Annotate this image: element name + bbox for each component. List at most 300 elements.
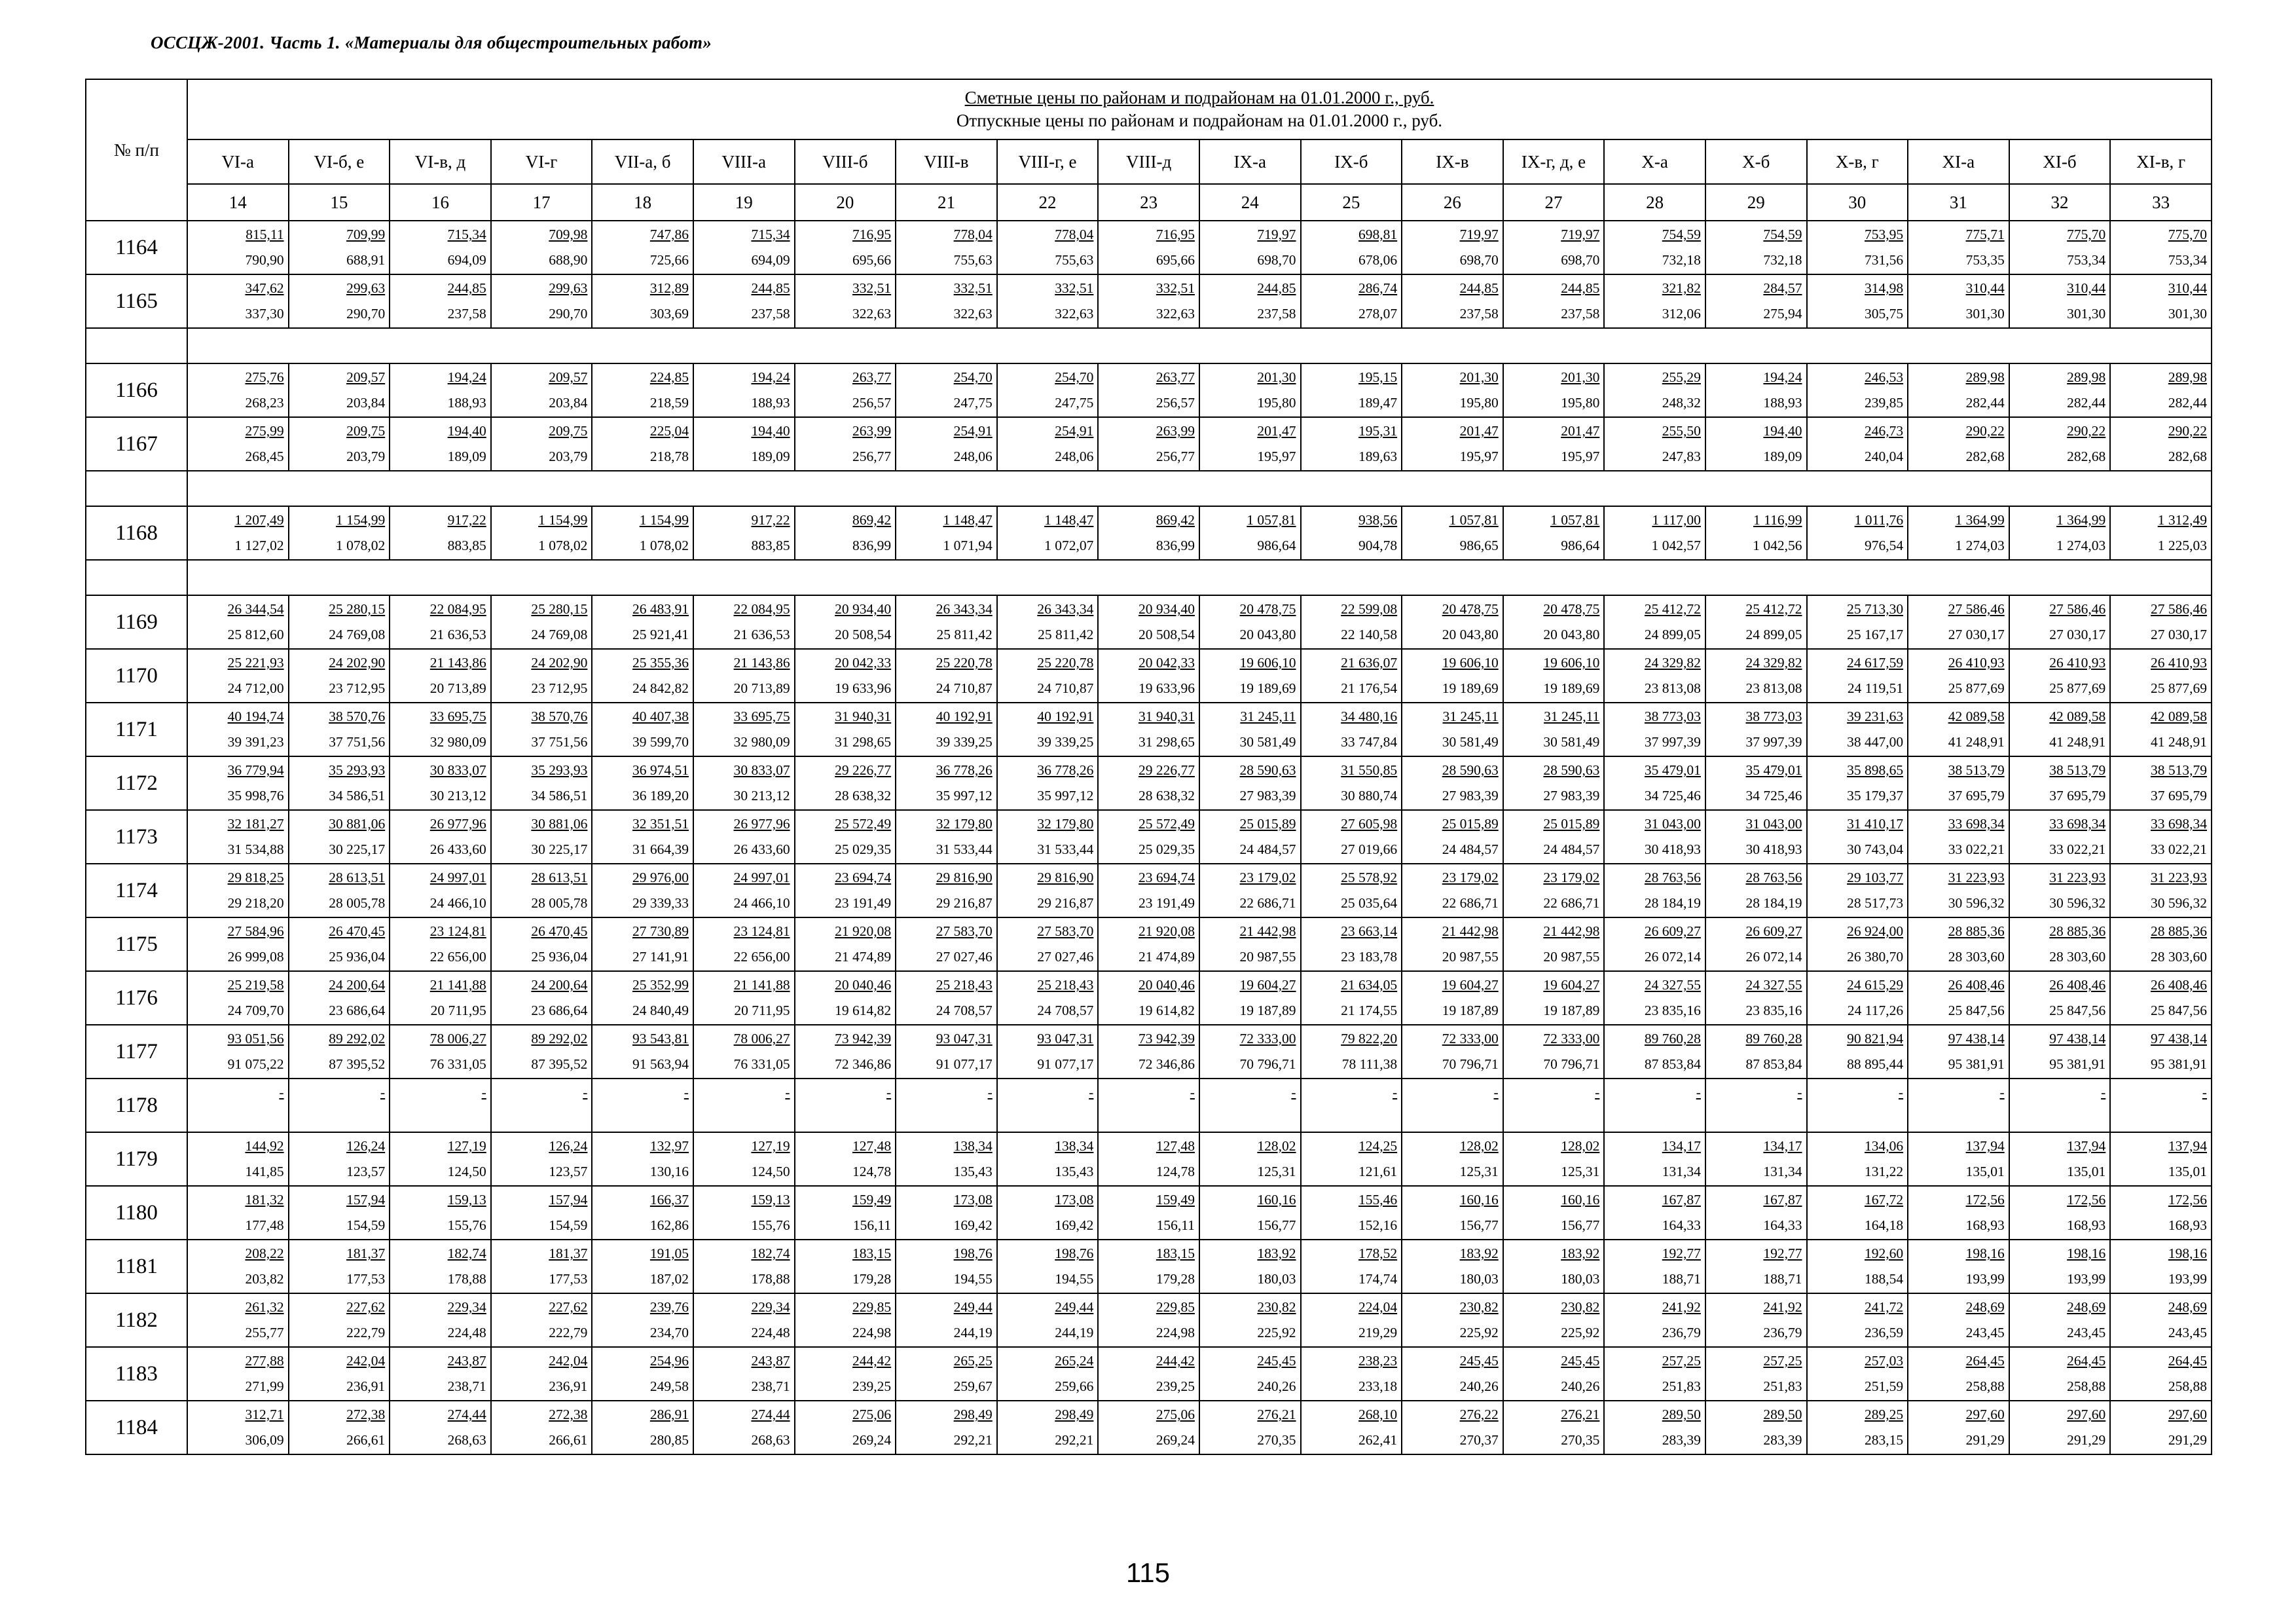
release-price: 35 997,12 <box>1037 788 1094 803</box>
price-cell <box>1908 917 2009 971</box>
release-price <box>896 1104 996 1132</box>
price-cell <box>1908 1132 2009 1186</box>
estimated-price: 242,04 <box>346 1353 386 1369</box>
estimated-price: 29 976,00 <box>632 870 689 885</box>
release-price: 135,01 <box>2168 1164 2207 1179</box>
price-cell <box>693 1347 795 1401</box>
estimated-price: 244,85 <box>447 280 486 296</box>
release-price: 39 391,23 <box>227 734 284 750</box>
release-price: 178,88 <box>447 1271 486 1287</box>
price-cell <box>1503 1025 1605 1079</box>
release-price: 282,68 <box>2067 449 2106 464</box>
price-cell <box>2110 1079 2212 1132</box>
estimated-price: 230,82 <box>1459 1299 1499 1315</box>
release-price: 155,76 <box>447 1217 486 1233</box>
release-price: 237,58 <box>447 306 486 322</box>
release-price: 732,18 <box>1662 252 1701 268</box>
release-price: 27 983,39 <box>1543 788 1600 803</box>
price-cell <box>289 221 390 274</box>
price-cell <box>1908 756 2009 810</box>
release-price: 258,88 <box>2067 1378 2106 1394</box>
price-cell <box>1908 1293 2009 1347</box>
release-price: 195,97 <box>1257 449 1296 464</box>
release-price: 203,79 <box>346 449 386 464</box>
price-cell <box>2009 274 2111 328</box>
estimated-price: 276,22 <box>1459 1407 1499 1422</box>
price-cell <box>289 506 390 560</box>
estimated-price: 290,22 <box>1965 423 2005 439</box>
release-price: 20 987,55 <box>1239 949 1296 965</box>
price-cell <box>997 417 1099 471</box>
estimated-price: 209,75 <box>346 423 386 439</box>
estimated-price: 38 513,79 <box>2049 762 2106 778</box>
price-cell <box>1705 1186 1807 1240</box>
estimated-price: 869,42 <box>852 512 892 528</box>
release-price: 268,63 <box>447 1432 486 1448</box>
district-header: XI-б <box>2009 139 2111 184</box>
price-cell <box>2009 363 2111 417</box>
estimated-price: 29 816,90 <box>936 870 993 885</box>
estimated-price: 26 410,93 <box>2150 655 2207 671</box>
column-number: 27 <box>1503 184 1605 221</box>
estimated-price: 192,77 <box>1662 1246 1701 1261</box>
release-price: 256,77 <box>852 449 892 464</box>
estimated-price: 198,16 <box>2067 1246 2106 1261</box>
estimated-price: 24 997,01 <box>429 870 486 885</box>
estimated-price: 26 609,27 <box>1745 923 1802 939</box>
estimated-price: 20 042,33 <box>1138 655 1195 671</box>
release-price <box>694 1104 794 1132</box>
price-cell <box>1604 595 1705 649</box>
price-cell <box>1301 703 1402 756</box>
release-price: 731,56 <box>1864 252 1904 268</box>
estimated-price: 775,70 <box>2067 227 2106 242</box>
release-price: 25 936,04 <box>531 949 588 965</box>
price-cell <box>1098 417 1199 471</box>
estimated-price: 244,85 <box>1257 280 1296 296</box>
release-price: 282,68 <box>1965 449 2005 464</box>
release-price: 27 019,66 <box>1341 841 1398 857</box>
price-cell <box>187 1293 289 1347</box>
price-cell <box>592 595 693 649</box>
release-price: 282,68 <box>2168 449 2207 464</box>
release-price: 135,01 <box>1965 1164 2005 1179</box>
estimated-price: 160,16 <box>1459 1192 1499 1208</box>
caption-estimated-prices: Сметные цены по районам и подрайонам на 01.01.2000 г., руб. <box>964 88 1434 107</box>
estimated-price: 276,21 <box>1257 1407 1296 1422</box>
estimated-price: 246,73 <box>1864 423 1904 439</box>
price-cell <box>592 1132 693 1186</box>
estimated-price: 264,45 <box>1965 1353 2005 1369</box>
price-cell <box>1705 971 1807 1025</box>
price-cell <box>1199 1186 1301 1240</box>
price-cell <box>1604 221 1705 274</box>
release-price: 243,45 <box>2168 1325 2207 1340</box>
estimated-price: 172,56 <box>2168 1192 2207 1208</box>
release-price: 20 713,89 <box>733 680 790 696</box>
release-price: 239,25 <box>1156 1378 1195 1394</box>
price-cell <box>1807 1025 1908 1079</box>
release-price: 20 987,55 <box>1442 949 1499 965</box>
estimated-price: - <box>683 1084 689 1100</box>
estimated-price: 31 043,00 <box>1745 816 1802 832</box>
release-price: 233,18 <box>1358 1378 1398 1394</box>
estimated-price: 24 327,55 <box>1745 977 1802 993</box>
estimated-price: 254,91 <box>1055 423 1094 439</box>
estimated-price: 284,57 <box>1763 280 1802 296</box>
release-price: 164,33 <box>1763 1217 1802 1233</box>
estimated-price: 201,47 <box>1257 423 1296 439</box>
estimated-price: 160,16 <box>1257 1192 1296 1208</box>
release-price: 268,63 <box>751 1432 790 1448</box>
estimated-price: 35 479,01 <box>1745 762 1802 778</box>
estimated-price: 127,48 <box>852 1138 892 1154</box>
table-row <box>86 810 2212 864</box>
price-cell <box>1503 1401 1605 1454</box>
price-cell <box>187 971 289 1025</box>
estimated-price: 191,05 <box>649 1246 689 1261</box>
release-price: 95 381,91 <box>1948 1056 2005 1072</box>
estimated-price: 132,97 <box>649 1138 689 1154</box>
release-price: 125,31 <box>1257 1164 1296 1179</box>
release-price: 234,70 <box>649 1325 689 1340</box>
price-cell <box>997 756 1099 810</box>
release-price: 678,06 <box>1358 252 1398 268</box>
release-price: 25 847,56 <box>2150 1003 2207 1018</box>
price-cell <box>187 703 289 756</box>
estimated-price: 33 698,34 <box>2150 816 2207 832</box>
release-price: 247,75 <box>953 395 993 411</box>
release-price: 70 796,71 <box>1442 1056 1499 1072</box>
release-price <box>1402 1104 1503 1132</box>
release-price: 237,58 <box>1459 306 1499 322</box>
release-price: 237,58 <box>1561 306 1600 322</box>
estimated-price: 241,72 <box>1864 1299 1904 1315</box>
release-price: 1 072,07 <box>1044 538 1094 553</box>
estimated-price: 128,02 <box>1561 1138 1600 1154</box>
release-price: 195,97 <box>1561 449 1600 464</box>
estimated-price: 297,60 <box>2168 1407 2207 1422</box>
release-price: 24 840,49 <box>632 1003 689 1018</box>
estimated-price: 144,92 <box>245 1138 284 1154</box>
price-cell <box>1908 649 2009 703</box>
estimated-price: 40 192,91 <box>936 709 993 724</box>
estimated-price: 72 333,00 <box>1543 1031 1600 1046</box>
price-cell <box>1098 1347 1199 1401</box>
price-cell <box>795 417 896 471</box>
estimated-price: 27 586,46 <box>1948 601 2005 617</box>
estimated-price: - <box>1797 1084 1802 1100</box>
estimated-price: 93 543,81 <box>632 1031 689 1046</box>
price-cell <box>491 1079 592 1132</box>
price-cell <box>1705 864 1807 917</box>
estimated-price: 138,34 <box>1055 1138 1094 1154</box>
release-price: 121,61 <box>1358 1164 1398 1179</box>
column-number: 32 <box>2009 184 2111 221</box>
release-price: 23 813,08 <box>1745 680 1802 696</box>
price-cell <box>592 1240 693 1293</box>
release-price: 21 636,53 <box>429 627 486 642</box>
release-price: 178,88 <box>751 1271 790 1287</box>
release-price: 251,59 <box>1864 1378 1904 1394</box>
row-number: 1169 <box>86 595 187 649</box>
estimated-price: 26 470,45 <box>531 923 588 939</box>
estimated-price: 38 570,76 <box>531 709 588 724</box>
estimated-price: 93 047,31 <box>1037 1031 1094 1046</box>
price-cell <box>2110 649 2212 703</box>
price-cell <box>693 810 795 864</box>
price-cell <box>997 1025 1099 1079</box>
release-price: 725,66 <box>649 252 689 268</box>
estimated-price: 275,99 <box>245 423 284 439</box>
price-cell <box>592 363 693 417</box>
price-cell <box>187 1025 289 1079</box>
estimated-price: 24 327,55 <box>1644 977 1701 993</box>
price-cell <box>592 506 693 560</box>
estimated-price: 25 219,58 <box>227 977 284 993</box>
release-price: 177,53 <box>549 1271 588 1287</box>
price-cell <box>592 274 693 328</box>
estimated-price: 26 408,46 <box>2049 977 2106 993</box>
estimated-price: 719,97 <box>1561 227 1600 242</box>
table-row <box>86 1132 2212 1186</box>
estimated-price: 124,25 <box>1358 1138 1398 1154</box>
price-cell <box>2110 756 2212 810</box>
estimated-price: 25 352,99 <box>632 977 689 993</box>
release-price: 19 187,89 <box>1543 1003 1600 1018</box>
price-cell <box>1503 221 1605 274</box>
estimated-price: 22 084,95 <box>429 601 486 617</box>
price-cell <box>896 864 997 917</box>
release-price: 30 418,93 <box>1644 841 1701 857</box>
release-price: 20 508,54 <box>835 627 892 642</box>
release-price: 203,84 <box>549 395 588 411</box>
price-cell <box>693 864 795 917</box>
estimated-price: 917,22 <box>447 512 486 528</box>
price-cell <box>1503 864 1605 917</box>
price-cell <box>390 1132 491 1186</box>
price-cell <box>1908 1240 2009 1293</box>
estimated-price: - <box>2202 1084 2207 1100</box>
release-price: 24 709,70 <box>227 1003 284 1018</box>
estimated-price: 312,89 <box>649 280 689 296</box>
column-number: 23 <box>1098 184 1199 221</box>
price-cell <box>592 1186 693 1240</box>
release-price: 986,64 <box>1257 538 1296 553</box>
estimated-price: 28 613,51 <box>531 870 588 885</box>
release-price: 24 842,82 <box>632 680 689 696</box>
row-number: 1184 <box>86 1401 187 1454</box>
release-price <box>592 1104 693 1132</box>
price-cell <box>491 221 592 274</box>
price-cell <box>795 1347 896 1401</box>
price-cell <box>1301 864 1402 917</box>
price-cell <box>1402 1293 1503 1347</box>
separator-cell <box>187 328 2212 363</box>
release-price: 23 712,95 <box>329 680 386 696</box>
release-price: 698,70 <box>1257 252 1296 268</box>
release-price: 156,77 <box>1257 1217 1296 1233</box>
price-cell <box>1199 1347 1301 1401</box>
estimated-price: 29 226,77 <box>1138 762 1195 778</box>
estimated-price: 20 042,33 <box>835 655 892 671</box>
price-cell <box>1604 703 1705 756</box>
release-price: 195,80 <box>1257 395 1296 411</box>
release-price: 251,83 <box>1662 1378 1701 1394</box>
price-cell <box>1402 1132 1503 1186</box>
release-price: 27 030,17 <box>1948 627 2005 642</box>
release-price: 76 331,05 <box>429 1056 486 1072</box>
release-price: 1 042,57 <box>1651 538 1701 553</box>
release-price: 174,74 <box>1358 1271 1398 1287</box>
price-cell <box>187 649 289 703</box>
release-price: 41 248,91 <box>2150 734 2207 750</box>
release-price: 87 853,84 <box>1745 1056 1802 1072</box>
estimated-price: 248,69 <box>2168 1299 2207 1315</box>
separator-cell <box>187 560 2212 595</box>
district-header: XI-а <box>1908 139 2009 184</box>
price-cell <box>693 1079 795 1132</box>
release-price: 248,06 <box>1055 449 1094 464</box>
estimated-price: 32 181,27 <box>227 816 284 832</box>
price-cell <box>1705 1347 1807 1401</box>
separator-row <box>86 560 2212 595</box>
estimated-price: 201,30 <box>1561 369 1600 385</box>
price-cell <box>390 756 491 810</box>
estimated-price: 93 051,56 <box>227 1031 284 1046</box>
estimated-price: 201,47 <box>1459 423 1499 439</box>
estimated-price: 26 410,93 <box>2049 655 2106 671</box>
price-cell <box>2110 971 2212 1025</box>
price-cell <box>896 363 997 417</box>
estimated-price: 754,59 <box>1763 227 1802 242</box>
estimated-price: 20 040,46 <box>1138 977 1195 993</box>
estimated-price: 23 694,74 <box>835 870 892 885</box>
price-cell <box>795 649 896 703</box>
column-number: 30 <box>1807 184 1908 221</box>
price-cell <box>997 917 1099 971</box>
release-price: 1 225,03 <box>2157 538 2207 553</box>
release-price: 258,88 <box>1965 1378 2005 1394</box>
release-price: 322,63 <box>1055 306 1094 322</box>
price-cell <box>693 363 795 417</box>
price-cell <box>1503 649 1605 703</box>
estimated-price: 25 221,93 <box>227 655 284 671</box>
estimated-price: 167,87 <box>1763 1192 1802 1208</box>
estimated-price: 312,71 <box>245 1407 284 1422</box>
price-cell <box>1098 756 1199 810</box>
estimated-price: 126,24 <box>346 1138 386 1154</box>
estimated-price: - <box>1595 1084 1600 1100</box>
column-number: 24 <box>1199 184 1301 221</box>
price-cell <box>1098 1240 1199 1293</box>
estimated-price: 274,44 <box>447 1407 486 1422</box>
estimated-price: 28 590,63 <box>1239 762 1296 778</box>
price-cell <box>2009 1401 2111 1454</box>
estimated-price: 1 117,00 <box>1652 512 1701 528</box>
release-price: 22 686,71 <box>1442 895 1499 911</box>
release-price: 180,03 <box>1459 1271 1499 1287</box>
estimated-price: 249,44 <box>953 1299 993 1315</box>
price-cell <box>1098 917 1199 971</box>
release-price: 262,41 <box>1358 1432 1398 1448</box>
price-cell <box>2009 1025 2111 1079</box>
release-price: 189,63 <box>1358 449 1398 464</box>
release-price: 188,71 <box>1763 1271 1802 1287</box>
release-price: 130,16 <box>649 1164 689 1179</box>
release-price: 156,77 <box>1459 1217 1499 1233</box>
price-cell <box>187 1186 289 1240</box>
estimated-price: - <box>2101 1084 2106 1100</box>
price-cell <box>2110 1293 2212 1347</box>
release-price: 225,92 <box>1561 1325 1600 1340</box>
release-price: 244,19 <box>953 1325 993 1340</box>
release-price: 1 078,02 <box>335 538 386 553</box>
table-row <box>86 703 2212 756</box>
estimated-price: 257,25 <box>1662 1353 1701 1369</box>
price-cell <box>1199 810 1301 864</box>
release-price: 25 877,69 <box>1948 680 2005 696</box>
estimated-price: 289,25 <box>1864 1407 1904 1422</box>
estimated-price: 248,69 <box>1965 1299 2005 1315</box>
release-price: 195,80 <box>1459 395 1499 411</box>
price-cell <box>693 595 795 649</box>
price-cell <box>390 917 491 971</box>
price-cell <box>1705 595 1807 649</box>
column-number: 26 <box>1402 184 1503 221</box>
estimated-price: 20 478,75 <box>1543 601 1600 617</box>
release-price: 164,33 <box>1662 1217 1701 1233</box>
price-cell <box>1301 1293 1402 1347</box>
table-row <box>86 1025 2212 1079</box>
estimated-price: 134,17 <box>1763 1138 1802 1154</box>
estimated-price: 160,16 <box>1561 1192 1600 1208</box>
price-cell <box>1807 1347 1908 1401</box>
release-price: 156,77 <box>1561 1217 1600 1233</box>
price-cell <box>795 917 896 971</box>
estimated-price: 298,49 <box>1055 1407 1094 1422</box>
estimated-price: 25 015,89 <box>1442 816 1499 832</box>
column-number-row <box>86 184 2212 221</box>
document-header-title: ОССЦЖ-2001. Часть 1. «Материалы для общестроительных работ» <box>151 33 712 52</box>
price-cell <box>491 274 592 328</box>
price-cell <box>1199 917 1301 971</box>
price-cell <box>187 363 289 417</box>
price-cell <box>1402 756 1503 810</box>
estimated-price: 229,85 <box>1156 1299 1195 1315</box>
release-price: 904,78 <box>1358 538 1398 553</box>
price-cell <box>289 1186 390 1240</box>
estimated-price: 289,98 <box>2067 369 2106 385</box>
price-cell <box>592 1293 693 1347</box>
estimated-price: 38 570,76 <box>329 709 386 724</box>
release-price: 278,07 <box>1358 306 1398 322</box>
release-price <box>188 1104 288 1132</box>
estimated-price: 157,94 <box>549 1192 588 1208</box>
estimated-price: 28 763,56 <box>1745 870 1802 885</box>
column-number: 19 <box>693 184 795 221</box>
release-price: 169,42 <box>1055 1217 1094 1233</box>
table-row <box>86 417 2212 471</box>
release-price: 247,75 <box>1055 395 1094 411</box>
release-price: 25 029,35 <box>835 841 892 857</box>
release-price: 154,59 <box>346 1217 386 1233</box>
estimated-price: 289,98 <box>1965 369 2005 385</box>
column-number: 31 <box>1908 184 2009 221</box>
estimated-price: 299,63 <box>346 280 386 296</box>
price-cell <box>1705 363 1807 417</box>
price-cell <box>491 971 592 1025</box>
